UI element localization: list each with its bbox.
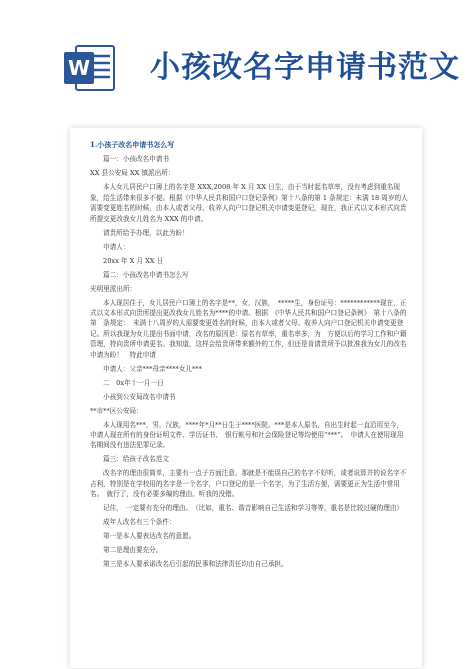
addressee: 光明里派出所： (90, 284, 137, 293)
body-paragraph: 本人现用名***，男，汉族，****年*月**日生于****医院。***是本人原名，自出生时起一直沿用至今，申请人现在所有的身份证明文件、学历证书、 银行帐号和社会保险登记等均使用“***”。 申请人在使用现用名期间没有违法犯罪记录。 (90, 420, 404, 450)
body-paragraph: 本人女儿居民户口簿上的名字是 XXX,2008 年 X 月 XX 日生，由于当时起名草率，没有考虑到重名现象，给生活带来很多不便。根据《中华人民共和国户口登记条例》第十八条的第 1 条规定：未满 18 周岁的人需要变更姓名的时候，由本人或者父母、收养人向户口登记机关申请变更登记，现在，我正式以文本形式向贵所提交更改我女儿姓名为 XXX 的申请。 (90, 183, 408, 223)
document-heading: 1.小孩子改名申请书怎么写 (90, 140, 175, 149)
body-paragraph: 第三是本人要承诺改名后引起的民事和法律责任均由自己承担。 (103, 560, 288, 569)
banner (0, 0, 474, 96)
signature-line: 申请人： (103, 242, 130, 251)
section-title: 篇一：小孩改名申请书 (103, 155, 169, 164)
body-paragraph: 第二是理由要充分。 (103, 546, 163, 555)
date-line: 二 0x年十一月一日 (103, 378, 164, 387)
section-title: 篇二：小孩改名申请书怎么写 (103, 270, 189, 279)
word-doc-icon (62, 44, 116, 92)
date-line: 20xx 年 X 月 XX 日 (103, 256, 164, 265)
body-paragraph: 改名字的理由很简单，主要有一点子方面注意，那就是不能误自己的名字不好听，或者说算并的说名字不吉利，特别是在学校用的名字是一个名字，户口登记的是一个名字，为了生活方便，需要更正为生活中常用名。 就行了，没有必要多编的理由。听我的没错。 (90, 469, 407, 499)
word-icon-letter: W (67, 56, 91, 80)
banner-title: 小孩改名字申请书范文 (150, 50, 460, 85)
section-title: 篇三：给孩子改名范文 (103, 455, 169, 464)
body-paragraph: 记住， 一定要有充分的理由。 （比如，重名、谐音影响自己生活和学习等等，重名是比较过硬的理由） (103, 504, 404, 513)
signature-line: 申请人：父亲***母亲****女儿*** (103, 364, 202, 373)
document-content (90, 140, 408, 573)
addressee: **市**区公安局： (90, 406, 143, 415)
section-title: 小孩到公安局改名申请书 (103, 392, 176, 401)
document-page (70, 128, 422, 668)
body-paragraph: 第一是本人要表达改名的意愿。 (103, 532, 196, 541)
body-paragraph: 本人现居住于，女儿居民户口簿上的名字是**，女，汉族， *****生，身份证号：************现在，正式以文本形式向贵所提出更改我女儿姓名为****的申请。根据 《中华人民共和国户口登记条例》 第十八条的第 条规定： 未满十八周岁的人需要变更姓名的时候，由本人或者父母、收养人向户口登记机关申请变更登记。所以我现为女儿提出书面申请，改名的原因是：原名有草率，重名率多，为 方便以后的学习工作和户籍管理，特向贵所申请更名。我知道，这样会给贵所带来额外的工作，但还是肯请贵所予以批准我为女儿的改名申请为盼！ 特此申请 (90, 298, 407, 359)
addressee: XX 县公安局 XX 镇派出所： (90, 169, 175, 178)
body-paragraph: 成年人改名有三个条件： (103, 518, 176, 527)
body-paragraph: 请贵所给予办理，以此为盼！ (103, 228, 189, 237)
